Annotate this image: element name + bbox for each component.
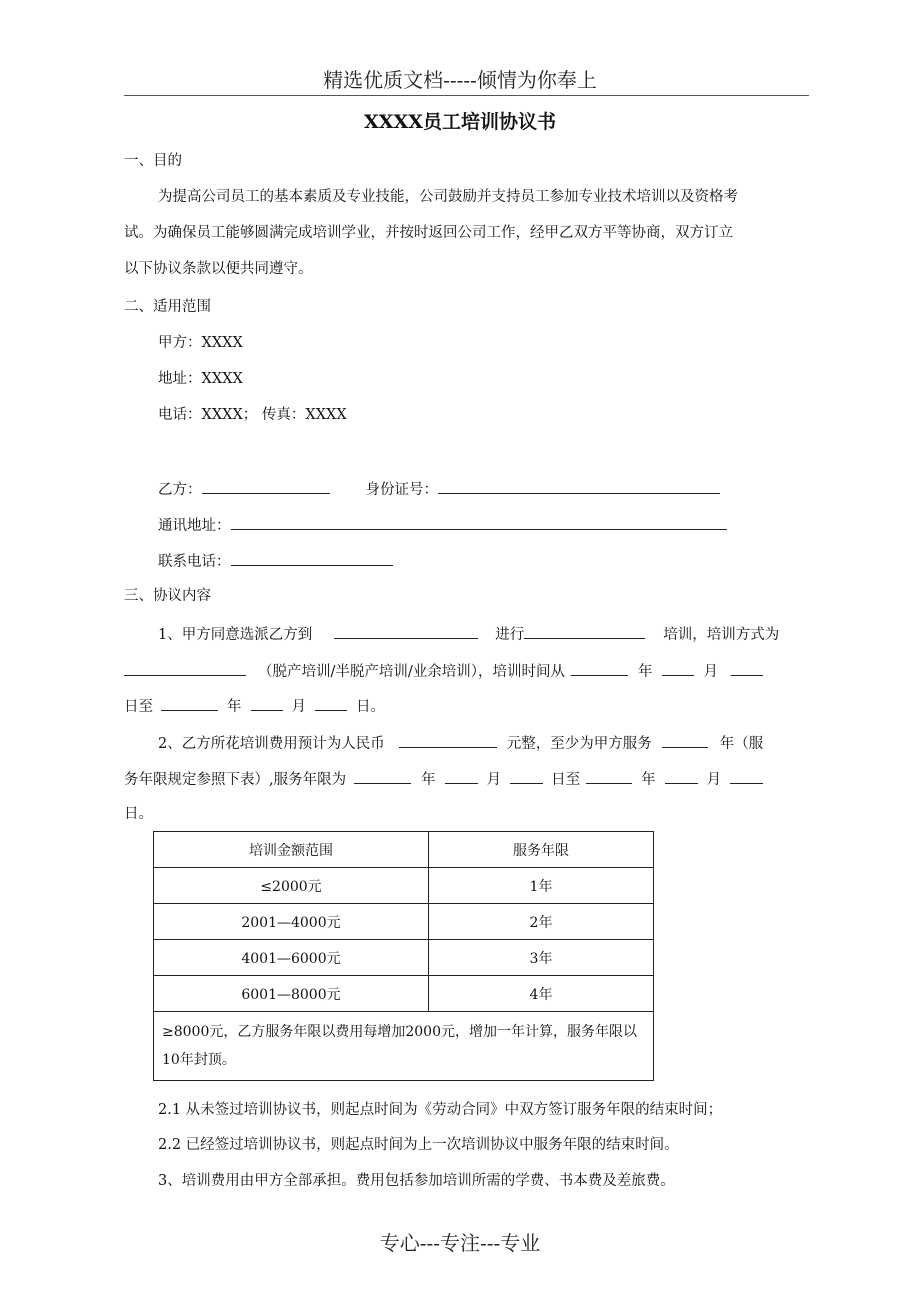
- start-year-blank[interactable]: [571, 660, 628, 676]
- table-cell-amount: 6001—8000元: [154, 976, 429, 1012]
- service-start-month-blank[interactable]: [445, 768, 478, 784]
- clause2-month-2: 月: [706, 772, 722, 788]
- page-footer: 专心---专注---专业: [379, 1231, 541, 1255]
- end-year-blank[interactable]: [161, 695, 218, 711]
- contact-phone-label: 联系电话：: [158, 554, 231, 570]
- section1-line-3: 以下协议条款以便共同遵守。: [124, 261, 313, 277]
- mail-address-label: 通讯地址：: [158, 518, 231, 534]
- end-month-blank[interactable]: [251, 695, 283, 711]
- clause2-1: 2.1 从未签过培训协议书，则起点时间为《劳动合同》中双方签订服务年限的结束时间；: [158, 1102, 723, 1118]
- table-row: [154, 904, 654, 940]
- service-end-month-blank[interactable]: [665, 768, 698, 784]
- clause1-text-d: （脱产培训/半脱产培训/业余培训），培训时间从: [258, 664, 566, 680]
- party-b-label: 乙方：: [158, 482, 202, 498]
- table-row: [154, 976, 654, 1012]
- table-cell-years: 2年: [429, 904, 654, 940]
- table-cell-amount: 2001—4000元: [154, 904, 429, 940]
- party-a-phone-fax: 电话：XXXX； 传真：XXXX: [158, 407, 347, 423]
- section2-heading: 二、适用范围: [124, 299, 211, 315]
- clause2-month-1: 月: [486, 772, 502, 788]
- table-cell-amount: 4001—6000元: [154, 940, 429, 976]
- service-years-table: [153, 831, 654, 1081]
- clause2-day-to: 日至: [551, 772, 581, 788]
- table-header-row: [154, 832, 654, 868]
- id-number-blank[interactable]: [438, 478, 720, 494]
- section1-line-2: 试。为确保员工能够圆满完成培训学业，并按时返回公司工作，经甲乙双方平等协商，双方订立: [124, 225, 733, 241]
- contact-phone-row: [158, 550, 809, 572]
- service-start-day-blank[interactable]: [510, 768, 543, 784]
- clause1-text-c: 培训，培训方式为: [663, 627, 780, 643]
- table-header-amount: 培训金额范围: [154, 832, 429, 868]
- table-header-years: 服务年限: [429, 832, 654, 868]
- table-cell-amount: ≤2000元: [154, 868, 429, 904]
- page-header: 精选优质文档-----倾情为你奉上: [323, 68, 597, 92]
- party-b-blank[interactable]: [202, 478, 330, 494]
- section3-heading: 三、协议内容: [124, 588, 211, 604]
- contact-phone-blank[interactable]: [231, 550, 393, 566]
- id-number-label: 身份证号：: [365, 482, 438, 498]
- table-note-row: [154, 1012, 654, 1081]
- training-content-blank[interactable]: [524, 623, 645, 639]
- clause1-line-2: [124, 660, 809, 682]
- clause1-day-end: 日。: [356, 699, 385, 715]
- table-cell-years: 1年: [429, 868, 654, 904]
- party-b-row: [158, 478, 809, 500]
- section1-heading: 一、目的: [124, 153, 182, 169]
- clause1-month-1: 月: [703, 664, 719, 680]
- clause2-line-1: [158, 732, 809, 754]
- clause1-day-to: 日至: [124, 699, 153, 715]
- document-title: XXXX员工培训协议书: [364, 111, 556, 133]
- table-note: ≥8000元，乙方服务年限以费用每增加2000元，增加一年计算，服务年限以10年封顶。: [154, 1012, 654, 1081]
- clause2-year-1: 年: [421, 772, 436, 788]
- end-day-blank[interactable]: [315, 695, 347, 711]
- service-end-day-blank[interactable]: [730, 768, 763, 784]
- header-divider: [124, 95, 809, 96]
- clause2-text-c: 年（服: [719, 736, 764, 752]
- clause2-year-2: 年: [641, 772, 656, 788]
- table-row: [154, 940, 654, 976]
- clause1-line-1: [158, 623, 809, 645]
- clause2-text-a: 2、乙方所花培训费用预计为人民币: [158, 736, 385, 752]
- party-a-address: 地址：XXXX: [158, 371, 243, 387]
- mail-address-row: [158, 514, 809, 536]
- clause1-text-a: 1、甲方同意选派乙方到: [158, 627, 313, 643]
- clause1-year-2: 年: [227, 699, 242, 715]
- training-place-blank[interactable]: [334, 623, 478, 639]
- clause1-year-1: 年: [638, 664, 653, 680]
- party-a: 甲方：XXXX: [158, 335, 243, 351]
- mail-address-blank[interactable]: [231, 514, 727, 530]
- table-cell-years: 4年: [429, 976, 654, 1012]
- table-cell-years: 3年: [429, 940, 654, 976]
- start-day-blank[interactable]: [731, 660, 763, 676]
- table-row: [154, 868, 654, 904]
- clause1-text-b: 进行: [495, 627, 525, 643]
- clause2-text-b: 元整，至少为甲方服务: [506, 736, 652, 752]
- training-method-blank[interactable]: [124, 660, 246, 676]
- clause3: 3、培训费用由甲方全部承担。费用包括参加培训所需的学费、书本费及差旅费。: [158, 1173, 675, 1189]
- service-years-blank[interactable]: [662, 732, 708, 748]
- start-month-blank[interactable]: [662, 660, 694, 676]
- clause2-text-d: 务年限规定参照下表）,服务年限为: [124, 772, 347, 788]
- clause2-day-end: 日。: [124, 806, 153, 822]
- service-start-year-blank[interactable]: [354, 768, 411, 784]
- service-end-year-blank[interactable]: [586, 768, 632, 784]
- clause1-month-2: 月: [291, 699, 306, 715]
- clause2-line-2: [124, 768, 809, 790]
- clause1-line-3: [124, 695, 809, 717]
- training-cost-blank[interactable]: [399, 732, 497, 748]
- section1-line-1: 为提高公司员工的基本素质及专业技能，公司鼓励并支持员工参加专业技术培训以及资格考: [158, 189, 738, 205]
- clause2-2: 2.2 已经签过培训协议书，则起点时间为上一次培训协议中服务年限的结束时间。: [158, 1137, 679, 1153]
